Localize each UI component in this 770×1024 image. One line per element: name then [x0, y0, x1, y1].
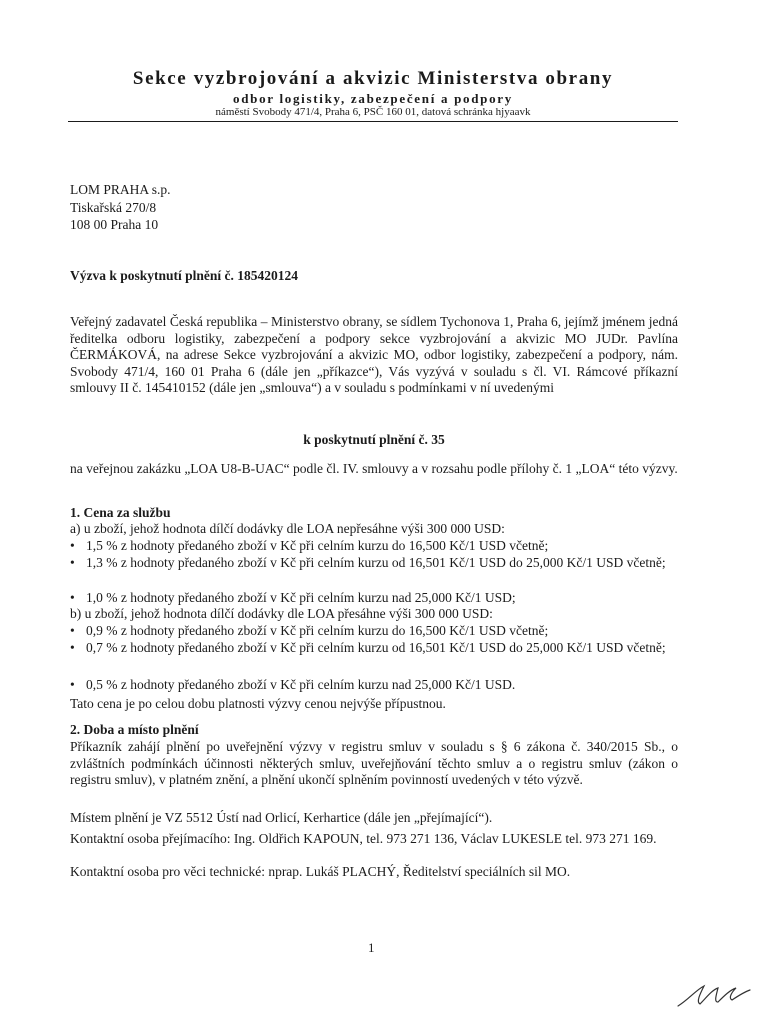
recipient-line-3: 108 00 Praha 10 — [70, 217, 159, 232]
header-subtitle: odbor logistiky, zabezpečení a podpory — [233, 91, 513, 106]
page-number: 1 — [368, 940, 375, 955]
recipient-line-2: Tiskařská 270/8 — [70, 199, 157, 215]
call-heading: k poskytnutí plnění č. 35 — [303, 432, 445, 447]
section-2-heading: 2. Doba a místo plnění — [70, 722, 199, 737]
initials-signature-icon — [674, 978, 754, 1012]
section-1-b-item-3 — [70, 677, 680, 694]
bullet-icon: • — [70, 623, 75, 638]
section-2-contact-2: Kontaktní osoba pro věci technické: nprap. Lukáš PLACHÝ, Ředitelství speciálních sil MO. — [70, 864, 571, 879]
call-paragraph — [70, 461, 678, 478]
bullet-text: 0,5 % z hodnoty předaného zboží v Kč při celním kurzu nad 25,000 Kč/1 USD. — [86, 677, 516, 692]
bullet-text: 0,9 % z hodnoty předaného zboží v Kč při celním kurzu do 16,500 Kč/1 USD včetně; — [86, 623, 549, 638]
section-2-text: Příkazník zahájí plnění po uveřejnění výzvy v registru smluv v souladu s § 6 zákona č. 340/2015 Sb., o zvláštních podmínkách účinnosti některých smluv, uveřejňování těchto smluv a o registru smluv (zákon o registru smluv), v platném znění, a plnění ukončí splněním povinností uvedených v této výzvě. — [70, 739, 678, 788]
section-1-a-item-1 — [70, 538, 680, 555]
bullet-icon: • — [70, 677, 75, 692]
bullet-icon: • — [70, 555, 75, 570]
bullet-icon: • — [70, 538, 75, 553]
section-1-a-intro: a) u zboží, jehož hodnota dílčí dodávky dle LOA nepřesáhne výši 300 000 USD: — [70, 521, 505, 536]
intro-text: Veřejný zadavatel Česká republika – Ministerstvo obrany, se sídlem Tychonova 1, Praha 6, jejímž jménem jedná ředitelka odboru logistiky, zabezpečení a podpory sekce vyzbrojování a akvizic MO JUDr. Pavlína ČERMÁKOVÁ, na adrese Sekce vyzbrojování a akvizic MO, odbor logistiky, zabezpečení a podpory, nám. Svobody 471/4, 160 01 Praha 6 (dále jen „příkazce“), Vás vyzývá v souladu s čl. VI. Rámcové příkazní smlouvy II č. 145410152 (dále jen „smlouva“) a v souladu s podmínkami v ní uvedenými — [70, 314, 678, 396]
header-address: náměstí Svobody 471/4, Praha 6, PSČ 160 01, datová schránka hjyaavk — [215, 106, 531, 118]
bullet-text: 1,5 % z hodnoty předaného zboží v Kč při celním kurzu do 16,500 Kč/1 USD včetně; — [86, 538, 549, 553]
bullet-icon: • — [70, 640, 75, 655]
header-title: Sekce vyzbrojování a akvizic Ministerstva obrany — [132, 68, 614, 89]
bullet-text: 0,7 % z hodnoty předaného zboží v Kč při celním kurzu od 16,501 Kč/1 USD do 25,000 Kč/1 USD včetně; — [86, 640, 666, 655]
call-text: na veřejnou zakázku „LOA U8-B-UAC“ podle čl. IV. smlouvy a v rozsahu podle přílohy č. 1 „LOA“ této výzvy. — [70, 461, 678, 476]
section-1-a-item-2 — [70, 555, 680, 572]
section-1-b-item-1 — [70, 623, 680, 640]
section-1-heading: 1. Cena za službu — [70, 505, 171, 520]
section-1-a-item-3 — [70, 590, 680, 607]
section-1-closing: Tato cena je po celou dobu platnosti výzvy cenou nejvýše přípustnou. — [70, 696, 446, 711]
section-1-b-item-2 — [70, 640, 680, 657]
section-2-contact-1 — [70, 831, 678, 848]
bullet-text: 1,0 % z hodnoty předaného zboží v Kč při celním kurzu nad 25,000 Kč/1 USD; — [86, 590, 516, 605]
contact-1-text: Kontaktní osoba přejímacího: Ing. Oldřich KAPOUN, tel. 973 271 136, Václav LUKESLE tel. 973 271 169. — [70, 831, 657, 846]
section-2-place: Místem plnění je VZ 5512 Ústí nad Orlicí, Kerhartice (dále jen „přejímající“). — [70, 810, 493, 825]
subject-line: Výzva k poskytnutí plnění č. 185420124 — [70, 268, 299, 283]
section-1-b-intro: b) u zboží, jehož hodnota dílčí dodávky dle LOA přesáhne výši 300 000 USD: — [70, 606, 493, 621]
bullet-icon: • — [70, 590, 75, 605]
section-2-paragraph — [70, 739, 678, 789]
header-divider — [68, 121, 678, 122]
intro-paragraph — [70, 314, 678, 397]
recipient-line-1: LOM PRAHA s.p. — [70, 182, 171, 197]
bullet-text: 1,3 % z hodnoty předaného zboží v Kč při celním kurzu od 16,501 Kč/1 USD do 25,000 Kč/1 USD včetně; — [86, 555, 666, 570]
recipient-address — [70, 181, 171, 234]
